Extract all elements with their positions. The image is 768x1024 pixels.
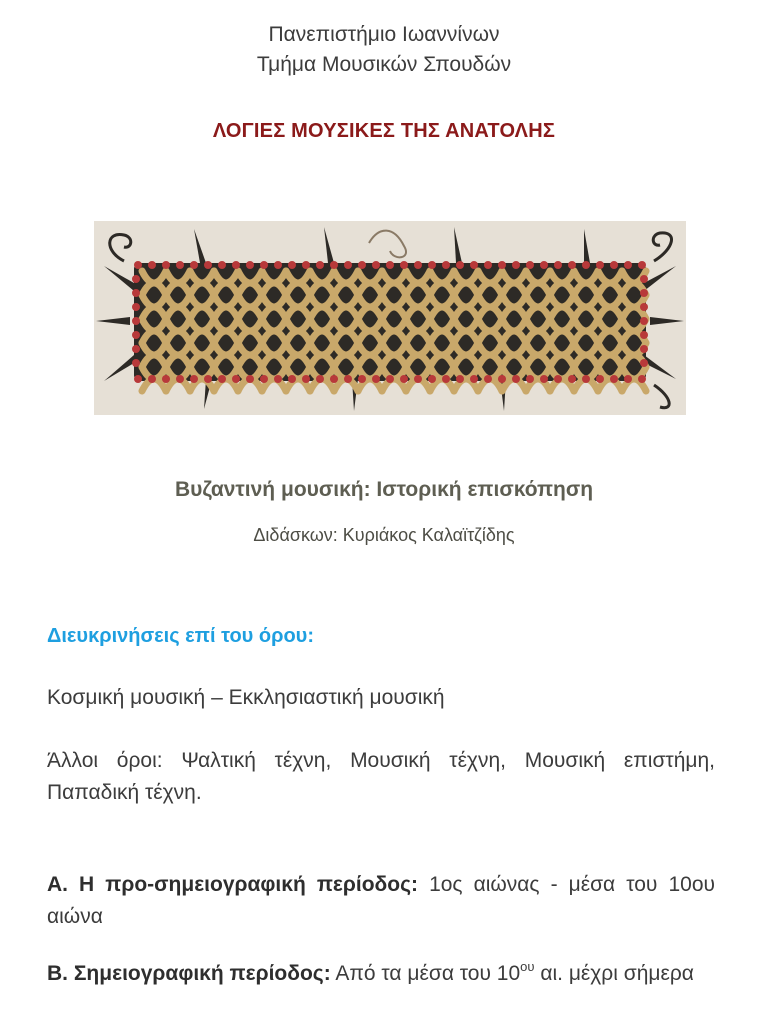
border-dot [162,261,170,269]
border-dot [610,261,618,269]
border-dot [596,375,604,383]
byzantine-ornament-image [94,221,686,415]
border-dot [330,375,338,383]
border-dot [456,261,464,269]
border-dot [274,261,282,269]
border-dot [246,375,254,383]
border-dot [640,317,648,325]
border-dot [132,345,140,353]
border-dot [526,261,534,269]
border-dot [344,261,352,269]
border-dot [640,359,648,367]
border-dot [344,375,352,383]
border-dot [288,375,296,383]
border-dot [640,275,648,283]
period-a-text: 1ος αιώνας - μέσα του 10ου αιώνα [47,873,715,928]
border-dot [358,261,366,269]
border-dot [358,375,366,383]
border-dot [372,261,380,269]
border-dot [218,375,226,383]
border-dot [568,375,576,383]
border-dot [640,345,648,353]
border-dot [330,261,338,269]
border-dot [176,375,184,383]
period-b-text-post: αι. μέχρι σήμερα [540,962,694,985]
border-dot [568,261,576,269]
border-dot [134,261,142,269]
lecture-title: Βυζαντινή μουσική: Ιστορική επισκόπηση [174,478,594,501]
border-dot [316,261,324,269]
university-name: Πανεπιστήμιο Ιωαννίνων [268,23,500,46]
border-dot [640,303,648,311]
interlace-ornament [94,221,686,415]
border-dot [512,261,520,269]
border-dot [498,261,506,269]
header [0,20,768,80]
period-b-paragraph [47,958,715,990]
border-dot [414,261,422,269]
border-dot [372,375,380,383]
border-dot [232,261,240,269]
border-dot [316,375,324,383]
border-dot [582,375,590,383]
border-dot [246,261,254,269]
border-dot [610,375,618,383]
border-dot [414,375,422,383]
border-dot [176,261,184,269]
border-dot [400,375,408,383]
border-dot [288,261,296,269]
border-dot [624,261,632,269]
border-dot [132,275,140,283]
border-dot [132,289,140,297]
border-dot [132,303,140,311]
border-dot [132,331,140,339]
border-dot [498,375,506,383]
border-dot [428,261,436,269]
border-dot [484,261,492,269]
border-dot [260,375,268,383]
period-b-text-pre: Από τα μέσα του 10 [335,962,521,985]
border-dot [232,375,240,383]
border-dot [428,375,436,383]
terms-paragraph: Κοσμική μουσική – Εκκλησιαστική μουσική [47,686,445,709]
border-dot [442,261,450,269]
section-heading: Διευκρινήσεις επί του όρου: [47,625,314,647]
border-dot [456,375,464,383]
border-dot [190,375,198,383]
border-dot [274,375,282,383]
border-dot [540,375,548,383]
border-dot [386,261,394,269]
border-dot [204,375,212,383]
border-dot [624,375,632,383]
border-dot [132,359,140,367]
border-dot [554,261,562,269]
period-b-label: Β. Σημειογραφική περίοδος: [47,962,331,985]
border-dot [638,261,646,269]
border-dot [526,375,534,383]
border-dot [302,375,310,383]
border-dot [540,261,548,269]
border-dot [596,261,604,269]
border-dot [638,375,646,383]
course-title: ΛΟΓΙΕΣ ΜΟΥΣΙΚΕΣ ΤΗΣ ΑΝΑΤΟΛΗΣ [212,120,556,142]
border-dot [148,261,156,269]
border-dot [302,261,310,269]
border-dot [640,289,648,297]
period-a-label: Α. Η προ-σημειογραφική περίοδος: [47,873,419,896]
border-dot [554,375,562,383]
border-dot [386,375,394,383]
period-a-paragraph [47,869,715,933]
border-dot [260,261,268,269]
border-dot [470,261,478,269]
period-b-superscript: ου [520,959,535,974]
border-dot [400,261,408,269]
other-terms-paragraph: Άλλοι όροι: Ψαλτική τέχνη, Μουσική τέχνη, Μουσική επιστήμη, Παπαδική τέχνη. [47,749,715,804]
border-dot [512,375,520,383]
border-dot [442,375,450,383]
border-dot [132,317,140,325]
border-dot [134,375,142,383]
border-dot [162,375,170,383]
border-dot [640,331,648,339]
teacher-name: Διδάσκων: Κυριάκος Καλαϊτζίδης [253,525,515,545]
border-dot [148,375,156,383]
border-dot [470,375,478,383]
border-dot [204,261,212,269]
border-dot [218,261,226,269]
border-dot [190,261,198,269]
department-name: Τμήμα Μουσικών Σπουδών [256,53,512,76]
border-dot [582,261,590,269]
border-dot [484,375,492,383]
